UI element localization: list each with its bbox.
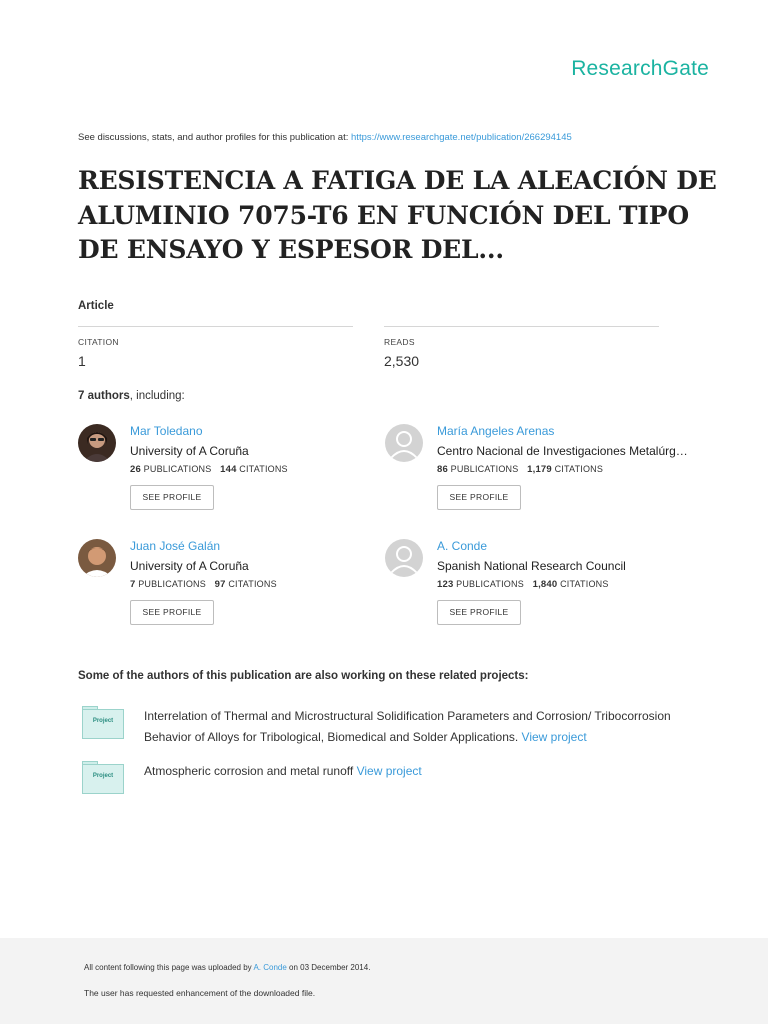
citation-label: CITATION <box>78 337 119 347</box>
author-institution: University of A Coruña <box>130 559 249 573</box>
author-card <box>78 539 378 639</box>
publications-count: 26 <box>130 464 141 475</box>
citations-label: CITATIONS <box>239 464 288 474</box>
author-name[interactable]: María Angeles Arenas <box>437 424 555 438</box>
citations-count: 144 <box>220 464 237 475</box>
authors-count: 7 authors <box>78 390 130 402</box>
publication-title: RESISTENCIA A FATIGA DE LA ALEACIÓN DE ALUMINIO 7075-T6 EN FUNCIÓN DEL TIPO DE ENSAYO Y ESPESOR DEL... <box>78 166 717 264</box>
uploader-link[interactable]: A. Conde <box>253 963 287 972</box>
project-description <box>144 761 704 782</box>
view-project-link[interactable]: View project <box>521 730 587 744</box>
project-item <box>80 706 720 750</box>
citations-label: CITATIONS <box>554 464 604 474</box>
author-card <box>385 539 685 639</box>
publications-count: 123 <box>437 579 454 590</box>
citations-label: CITATIONS <box>560 579 609 589</box>
project-folder-icon[interactable] <box>80 761 124 795</box>
author-card <box>78 424 378 524</box>
publications-label: PUBLICATIONS <box>138 579 206 589</box>
project-icon-label: Project <box>92 718 114 724</box>
publications-count: 7 <box>130 579 136 590</box>
citations-label: CITATIONS <box>228 579 277 589</box>
reads-label: READS <box>384 337 415 347</box>
reads-value: 2,530 <box>384 353 420 369</box>
project-item <box>80 761 720 795</box>
author-name[interactable]: Mar Toledano <box>130 424 203 438</box>
author-photo-icon <box>78 424 116 462</box>
avatar[interactable] <box>385 539 423 577</box>
project-icon-label: Project <box>92 773 114 779</box>
discussion-line <box>78 132 572 143</box>
authors-suffix: , including: <box>129 390 185 402</box>
projects-heading: Some of the authors of this publication are also working on these related projects: <box>78 670 529 682</box>
see-profile-button[interactable]: SEE PROFILE <box>130 485 214 510</box>
citations-count: 97 <box>214 579 226 590</box>
upload-info <box>84 963 370 972</box>
see-profile-button[interactable]: SEE PROFILE <box>437 600 521 625</box>
default-avatar-icon <box>385 424 423 462</box>
citations-count: 1,840 <box>532 579 558 590</box>
researchgate-logo[interactable]: ResearchGate <box>571 57 709 80</box>
enhancement-note: The user has requested enhancement of the downloaded file. <box>84 988 316 998</box>
author-name[interactable]: A. Conde <box>437 539 488 553</box>
avatar[interactable] <box>78 539 116 577</box>
publications-label: PUBLICATIONS <box>456 579 524 589</box>
publications-label: PUBLICATIONS <box>450 464 519 474</box>
upload-prefix: All content following this page was uploaded by <box>84 963 254 972</box>
see-profile-button[interactable]: SEE PROFILE <box>437 485 521 510</box>
author-institution: Spanish National Research Council <box>437 559 626 573</box>
discussion-prefix: See discussions, stats, and author profiles for this publication at: <box>78 132 352 143</box>
author-institution: Centro Nacional de Investigaciones Metalúrg… <box>437 444 688 458</box>
publications-label: PUBLICATIONS <box>143 464 212 474</box>
author-card <box>385 424 688 524</box>
author-photo-icon <box>78 539 116 577</box>
project-title: Atmospheric corrosion and metal runoff <box>144 764 357 778</box>
avatar[interactable] <box>385 424 423 462</box>
reads-stat <box>384 326 659 369</box>
publications-count: 86 <box>437 464 448 475</box>
project-folder-icon[interactable] <box>80 706 124 740</box>
authors-summary <box>78 390 185 402</box>
see-profile-button[interactable]: SEE PROFILE <box>130 600 214 625</box>
default-avatar-icon <box>385 539 423 577</box>
view-project-link[interactable]: View project <box>356 764 422 778</box>
author-metrics <box>437 579 707 590</box>
footer <box>0 938 768 1024</box>
author-name[interactable]: Juan José Galán <box>130 539 221 553</box>
publication-link[interactable]: https://www.researchgate.net/publication/266294145 <box>351 132 572 143</box>
author-metrics <box>130 579 400 590</box>
author-metrics <box>437 464 707 475</box>
citation-stat <box>78 326 353 369</box>
citation-value: 1 <box>78 353 86 369</box>
avatar[interactable] <box>78 424 116 462</box>
article-type: Article <box>78 300 114 312</box>
author-metrics <box>130 464 400 475</box>
citations-count: 1,179 <box>527 464 552 475</box>
project-title: Interrelation of Thermal and Microstructural Solidification Parameters and Corrosion/ Tribocorrosion Behavior of Alloys for Tribological, Biomedical and Solder Applications. <box>144 709 671 744</box>
author-institution: University of A Coruña <box>130 444 249 458</box>
upload-suffix: on 03 December 2014. <box>286 963 371 972</box>
project-description <box>144 706 704 748</box>
